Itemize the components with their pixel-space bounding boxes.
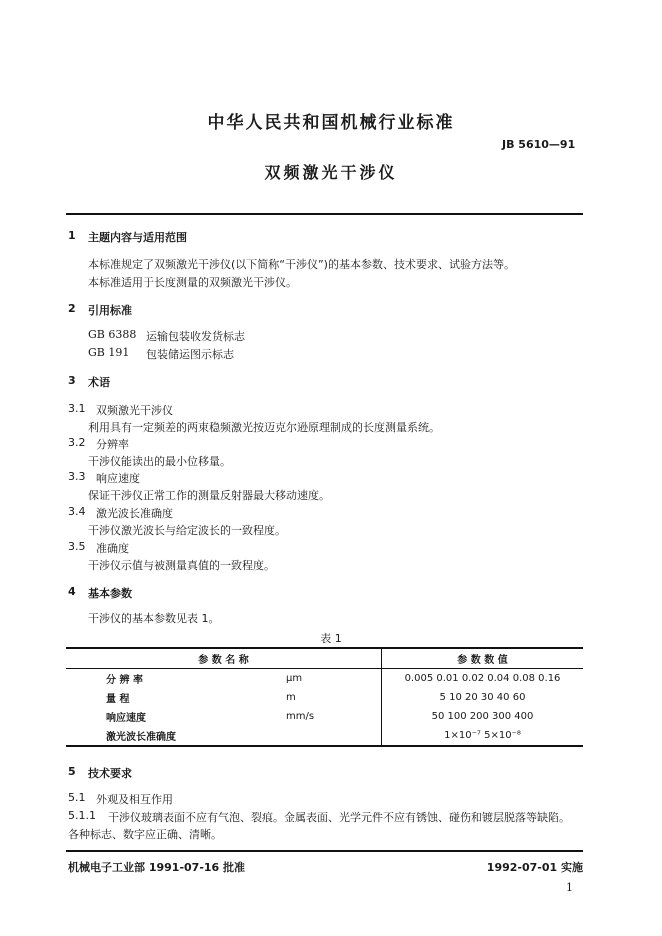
section-3-title: 术语: [88, 376, 110, 389]
parameters-table: [66, 647, 583, 747]
term-5-definition: 干涉仪示值与被测量真值的一致程度。: [88, 559, 275, 572]
term-1-name: 双频激光干涉仪: [96, 404, 173, 417]
section-4-title: 基本参数: [88, 587, 132, 600]
row-name: 分 辨 率: [106, 675, 143, 686]
row-name: 激光波长准确度: [66, 726, 286, 746]
row-value: 50 100 200 300 400: [382, 707, 584, 726]
row-name: 响应速度: [106, 713, 146, 724]
table-row: [66, 726, 583, 746]
term-4-name: 激光波长准确度: [96, 507, 173, 520]
effective-date: 1992-07-01 实施: [486, 861, 583, 874]
subsection-5-1-1-text-1: 干涉仪玻璃表面不应有气泡、裂痕。金属表面、光学元件不应有锈蚀、碰伤和镀层脱落等缺陷。: [108, 811, 570, 824]
row-unit: mm/s: [286, 711, 315, 722]
section-4-intro: 干涉仪的基本参数见表 1。: [88, 612, 220, 625]
row-unit: [286, 726, 382, 746]
row-value: 1×10⁻⁷ 5×10⁻⁸: [382, 726, 584, 746]
table-row: [66, 688, 583, 707]
subsection-5-1-number: 5.1: [68, 791, 86, 804]
section-1-para-2: 本标准适用于长度测量的双频激光干涉仪。: [88, 276, 297, 289]
section-1-number: 1: [68, 229, 76, 242]
table-row: [66, 707, 583, 726]
section-3-number: 3: [68, 374, 76, 387]
ref-2-code: GB 191: [88, 346, 130, 359]
section-1-title: 主题内容与适用范围: [88, 231, 187, 244]
term-4-number: 3.4: [68, 505, 86, 518]
term-1-number: 3.1: [68, 402, 86, 415]
col-value-header: 参 数 数 值: [382, 648, 584, 669]
ref-2-name: 包装储运图示标志: [146, 348, 234, 361]
subsection-5-1-title: 外观及相互作用: [96, 793, 173, 806]
term-3-number: 3.3: [68, 470, 86, 483]
section-2-title: 引用标准: [88, 304, 132, 317]
table-header-row: [66, 648, 583, 669]
term-4-definition: 干涉仪激光波长与给定波长的一致程度。: [88, 524, 286, 537]
section-1-para-1: 本标准规定了双频激光干涉仪(以下简称“干涉仪”)的基本参数、技术要求、试验方法等。: [88, 258, 515, 271]
header-rule: [66, 213, 583, 215]
approval-line: 机械电子工业部 1991-07-16 批准: [68, 861, 246, 874]
section-5-number: 5: [68, 765, 76, 778]
section-4-number: 4: [68, 585, 76, 598]
row-name: 量 程: [106, 694, 130, 705]
standard-number: JB 5610—91: [502, 138, 576, 151]
subsection-5-1-1-number: 5.1.1: [68, 809, 96, 822]
subsection-5-1-1-text-2: 各种标志、数字应正确、清晰。: [68, 828, 222, 841]
org-title: 中华人民共和国机械行业标准: [207, 113, 455, 133]
row-value: 5 10 20 30 40 60: [382, 688, 584, 707]
table-1-caption: 表 1: [320, 632, 342, 645]
section-2-number: 2: [68, 302, 76, 315]
term-2-name: 分辨率: [96, 438, 129, 451]
document-title: 双频激光干涉仪: [264, 163, 398, 182]
table-row: [66, 669, 583, 689]
section-5-title: 技术要求: [88, 767, 132, 780]
page-number: 1: [566, 881, 573, 894]
term-3-name: 响应速度: [96, 472, 140, 485]
col-param-header: 参 数 名 称: [66, 648, 382, 669]
row-value: 0.005 0.01 0.02 0.04 0.08 0.16: [382, 669, 584, 689]
footer-rule: [66, 850, 583, 852]
row-unit: m: [286, 692, 296, 703]
ref-1-code: GB 6388: [88, 328, 137, 341]
ref-1-name: 运输包装收发货标志: [146, 330, 245, 343]
term-2-number: 3.2: [68, 436, 86, 449]
term-5-name: 准确度: [96, 542, 129, 555]
term-2-definition: 干涉仪能读出的最小位移量。: [88, 455, 231, 468]
term-5-number: 3.5: [68, 540, 86, 553]
term-3-definition: 保证干涉仪正常工作的测量反射器最大移动速度。: [88, 489, 330, 502]
term-1-definition: 利用具有一定频差的两束稳频激光按迈克尔逊原理制成的长度测量系统。: [88, 421, 440, 434]
row-unit: μm: [286, 673, 303, 684]
